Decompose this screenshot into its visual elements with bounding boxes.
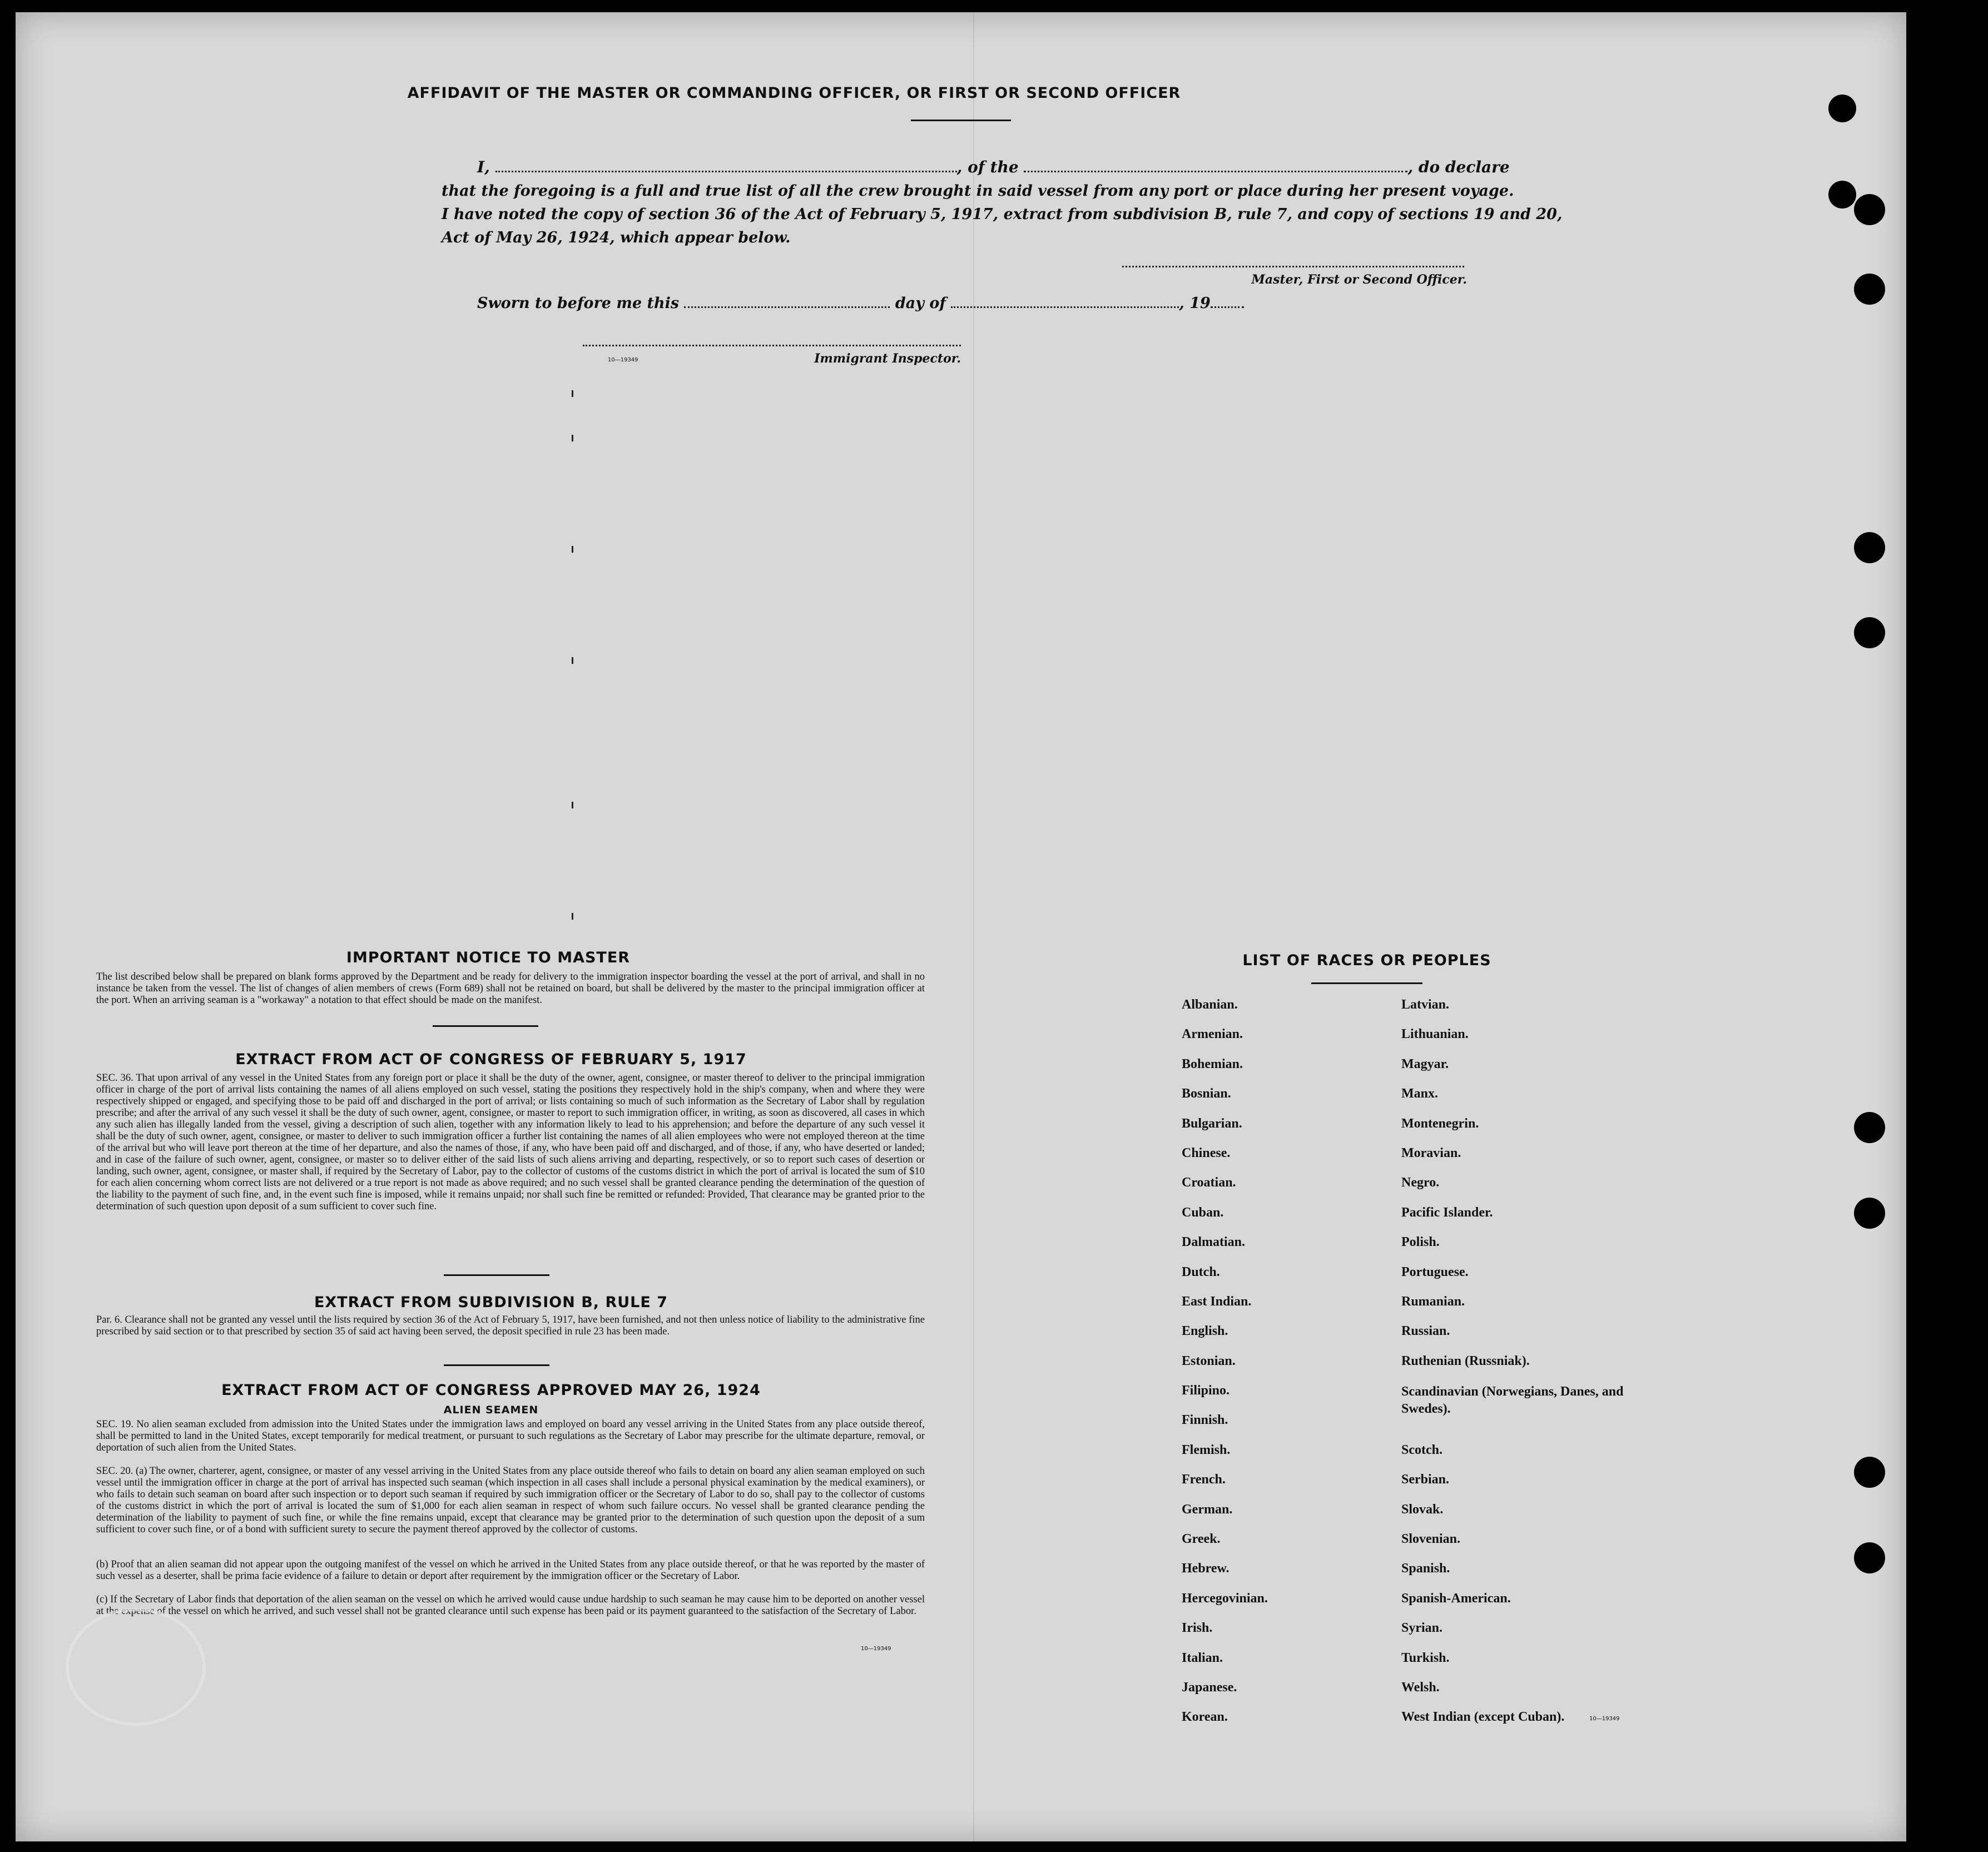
sworn-year-field[interactable] — [1211, 306, 1244, 308]
of-the-label: , of the — [956, 158, 1019, 176]
extract-1924-title: EXTRACT FROM ACT OF CONGRESS APPROVED MAY 26, 1924 — [221, 1382, 761, 1399]
master-signature-label: Master, First or Second Officer. — [1251, 272, 1467, 287]
race-item: Pacific Islander. — [1401, 1205, 1493, 1220]
master-signature-field[interactable] — [1122, 266, 1464, 267]
inspector-signature-field[interactable] — [583, 345, 961, 346]
race-item: Hercegovinian. — [1182, 1591, 1268, 1606]
subdivision-b-title: EXTRACT FROM SUBDIVISION B, RULE 7 — [314, 1294, 668, 1311]
race-item: Portuguese. — [1401, 1264, 1469, 1279]
year-label: , 19 — [1179, 295, 1211, 312]
binder-hole — [1828, 95, 1856, 122]
race-item: Filipino. — [1182, 1383, 1230, 1398]
race-item: Finnish. — [1182, 1413, 1228, 1428]
race-item: Negro. — [1401, 1175, 1440, 1190]
race-item: Manx. — [1401, 1086, 1438, 1101]
extract-1924-sec20b: (b) Proof that an alien seaman did not appear upon the outgoing manifest of the vessel on which he arrived in the United States from any place outside thereof, or that he was reported by the master of such vessel as a deserter, shall be prima facie evidence of a failure to detain or deport after requirement by the immigration officer or the Secretary of Labor. — [96, 1559, 925, 1582]
race-item: Serbian. — [1401, 1472, 1450, 1487]
race-item: Albanian. — [1182, 997, 1238, 1012]
race-item: Montenegrin. — [1401, 1116, 1479, 1131]
race-item: Spanish. — [1401, 1561, 1450, 1576]
race-item: West Indian (except Cuban). — [1401, 1710, 1565, 1725]
declaration-line-1 — [477, 158, 1510, 176]
binder-hole — [1854, 274, 1885, 305]
fold-mark — [572, 546, 573, 553]
extract-1924-sec19: SEC. 19. No alien seaman excluded from admission into the United States under the immigration laws and employed on board any vessel arriving in the United States from any place outside thereof, shall be permitted to land in the United States, except temporarily for medical treatment, or pursuant to such regulations as the Secretary of Labor may prescribe for the ultimate departure, removal, or deportation of such alien from the United States. — [96, 1419, 925, 1453]
subdivision-b-text: Par. 6. Clearance shall not be granted any vessel until the lists required by section 36 of the Act of February 5, 1917, have been furnished, and not then unless notice of liability to the administrative fine prescribed by said section or to that prescribed by section 35 of said act having been served, the deposit specified in rule 23 has been made. — [96, 1314, 925, 1337]
race-item: Rumanian. — [1401, 1294, 1465, 1309]
binder-hole — [1828, 181, 1856, 208]
notice-text: The list described below shall be prepared on blank forms approved by the Department and be ready for delivery to the immigration inspector boarding the vessel at the port of arrival, and shall in no instance be taken from the vessel. The list of changes of alien members of crews (Form 689) shall not be retained on board, but shall be delivered by the master to the principal immigration officer at the port. When an arriving seaman is a "workaway" a notation to that effect should be made on the manifest. — [96, 971, 925, 1006]
race-item: Latvian. — [1401, 997, 1450, 1012]
affidavit-title: AFFIDAVIT OF THE MASTER OR COMMANDING OFFICER, OR FIRST OR SECOND OFFICER — [407, 85, 1181, 102]
title-rule — [911, 120, 1011, 121]
fold-mark — [572, 913, 573, 920]
fold-mark — [572, 390, 573, 397]
race-item: German. — [1182, 1502, 1233, 1517]
race-item: Chinese. — [1182, 1145, 1231, 1160]
races-rule — [1311, 982, 1422, 984]
race-item: Irish. — [1182, 1621, 1213, 1636]
form-number: 10—19349 — [608, 357, 638, 363]
race-item: Armenian. — [1182, 1027, 1243, 1042]
race-item: East Indian. — [1182, 1294, 1252, 1309]
day-of-label: day of — [895, 295, 946, 312]
race-item: Spanish-American. — [1401, 1591, 1511, 1606]
binder-hole — [1854, 1457, 1885, 1488]
binder-hole — [1854, 617, 1885, 648]
race-item: Bulgarian. — [1182, 1116, 1242, 1131]
document-page — [16, 12, 1906, 1841]
races-title: LIST OF RACES OR PEOPLES — [1242, 952, 1491, 969]
embossed-seal — [66, 1608, 206, 1726]
race-item: Slovenian. — [1401, 1532, 1461, 1547]
race-item: Dutch. — [1182, 1264, 1220, 1279]
race-item: Moravian. — [1401, 1145, 1461, 1160]
subdivision-b-rule — [444, 1364, 549, 1366]
do-declare-label: , do declare — [1407, 158, 1510, 176]
race-item: Japanese. — [1182, 1680, 1237, 1695]
race-item: Korean. — [1182, 1710, 1228, 1725]
binder-hole — [1854, 532, 1885, 563]
master-name-field[interactable] — [495, 171, 957, 172]
sworn-day-field[interactable] — [684, 306, 890, 308]
fold-mark — [572, 657, 573, 664]
race-item: Scotch. — [1401, 1442, 1442, 1457]
race-item: Flemish. — [1182, 1442, 1231, 1457]
race-item: Dalmatian. — [1182, 1235, 1245, 1250]
extract-1917-title: EXTRACT FROM ACT OF CONGRESS OF FEBRUARY 5, 1917 — [235, 1051, 747, 1068]
races-right-column — [1401, 997, 1635, 1740]
extract-1917-rule — [444, 1274, 549, 1276]
races-form-number: 10—19349 — [1589, 1716, 1620, 1722]
sworn-label: Sworn to before me this — [477, 295, 680, 312]
declaration-line-3: I have noted the copy of section 36 of the Act of February 5, 1917, extract from subdivision B, rule 7, and copy of sections 19 and 20, — [442, 206, 1563, 223]
race-item: Bohemian. — [1182, 1056, 1243, 1071]
notice-title: IMPORTANT NOTICE TO MASTER — [346, 949, 631, 966]
race-item: Greek. — [1182, 1532, 1221, 1547]
alien-seamen-subtitle: ALIEN SEAMEN — [443, 1404, 539, 1416]
i-label: I, — [477, 158, 490, 176]
notice-rule — [433, 1025, 538, 1027]
race-item: Lithuanian. — [1401, 1027, 1469, 1042]
race-item: Italian. — [1182, 1650, 1223, 1665]
sworn-line — [477, 295, 1256, 312]
race-item: English. — [1182, 1324, 1228, 1339]
race-item: Slovak. — [1401, 1502, 1444, 1517]
inspector-label: Immigrant Inspector. — [814, 351, 961, 366]
race-item: Hebrew. — [1182, 1561, 1230, 1576]
race-item: Cuban. — [1182, 1205, 1224, 1220]
declaration-line-4: Act of May 26, 1924, which appear below. — [442, 229, 791, 246]
race-item: Magyar. — [1401, 1056, 1449, 1071]
center-fold — [973, 12, 974, 1841]
declaration-line-2: that the foregoing is a full and true list of all the crew brought in said vessel from any port or place during her present voyage. — [442, 182, 1514, 200]
extract-1917-text: SEC. 36. That upon arrival of any vessel in the United States from any foreign port or place it shall be the duty of the owner, agent, consignee, or master thereof to deliver to the principal immigration officer in charge of the port of arrival lists containing the names of all aliens employed on such vessel, stating the positions they respectively hold in the ship's company, when and where they were respectively shipped or engaged, and specifying those to be paid off and discharged in the port of arrival; or lists containing so much of such information as the Secretary of Labor shall by regulation prescribe; and after the arrival of any such vessel it shall be the duty of such owner, agent, consignee, or master to report to such immigration officer, in writing, as soon as discovered, all cases in which any such alien has illegally landed from the vessel, giving a description of such alien, together with any information likely to lead to his apprehension; and before the departure of any such vessel it shall be the duty of such owner, agent, consignee, or master to deliver to such immigration officer a further list containing the names of all alien employees who were not employed thereon at the time of the arrival but who will leave port thereon at the time of her departure, and also the names of those, if any, who have been paid off and discharged, and of those, if any, who have deserted or landed; and in case of the failure of such owner, agent, consignee, or master so to deliver either of the said lists of such aliens arriving and departing, respectively, or so to report such cases of desertion or landing, such owner, agent, consignee, or master shall, if required by the Secretary of Labor, pay to the collector of customs of the customs district in which the port of arrival is located the sum of $10 for each alien concerning whom correct lists are not delivered or a true report is not made as above required; and no such vessel shall be granted clearance pending the determination of the question of the liability to the payment of such fine, and, in the event such fine is imposed, while it remains unpaid; nor shall such fine be remitted or refunded: Provided, That clearance may be granted prior to the determination of such question upon deposit of a sum sufficient to cover such fine. — [96, 1073, 925, 1212]
fold-mark — [572, 435, 573, 441]
race-item: Russian. — [1401, 1324, 1450, 1339]
race-item: Welsh. — [1401, 1680, 1440, 1695]
race-item: Syrian. — [1401, 1621, 1443, 1636]
race-item: Ruthenian (Russniak). — [1401, 1353, 1530, 1368]
extract-1924-form-number: 10—19349 — [861, 1646, 891, 1652]
binder-hole — [1854, 1112, 1885, 1143]
vessel-name-field[interactable] — [1024, 171, 1407, 172]
race-item: Croatian. — [1182, 1175, 1236, 1190]
fold-mark — [572, 802, 573, 808]
extract-1924-sec20a: SEC. 20. (a) The owner, charterer, agent, consignee, or master of any vessel arriving in the United States from any place outside thereof who fails to detain on board any alien seaman employed on such vessel until the immigration officer in charge at the port of arrival has inspected such seaman (which inspection in all cases shall include a personal physical examination by the medical examiners), or who fails to detain such seaman on board after such inspection or to deport such seaman if required by such immigration officer or the Secretary of Labor to do so, shall pay to the collector of customs of the customs district in which the port of arrival is located the sum of $1,000 for each alien seaman in respect of whom such failure occurs. No vessel shall be granted clearance pending the determination of the liability to payment of such fine, or while the fine remains unpaid, except that clearance may be granted prior to the determination of such question upon the deposit of a sum sufficient to cover such fine, or of a bond with sufficient surety to secure the payment thereof approved by the collector of customs. — [96, 1466, 925, 1535]
race-item: Bosnian. — [1182, 1086, 1231, 1101]
binder-hole — [1854, 1198, 1885, 1229]
race-item: Turkish. — [1401, 1650, 1450, 1665]
binder-hole — [1854, 1542, 1885, 1573]
extract-1924-sec20c: (c) If the Secretary of Labor finds that deportation of the alien seaman on the vessel on which he arrived would cause undue hardship to such seaman he may cause him to be deported on another vessel at the expense of the vessel on which he arrived, and such vessel shall not be granted clearance until such expense has been paid or its payment guaranteed to the satisfaction of the Secretary of Labor. — [96, 1594, 925, 1617]
binder-hole — [1854, 194, 1885, 225]
race-item: Polish. — [1401, 1235, 1440, 1250]
race-item: French. — [1182, 1472, 1226, 1487]
races-left-column — [1182, 997, 1376, 1740]
race-item: Scandinavian (Norwegians, Danes, and Swedes). — [1401, 1384, 1624, 1417]
sworn-month-field[interactable] — [951, 306, 1179, 308]
race-item: Estonian. — [1182, 1353, 1236, 1368]
